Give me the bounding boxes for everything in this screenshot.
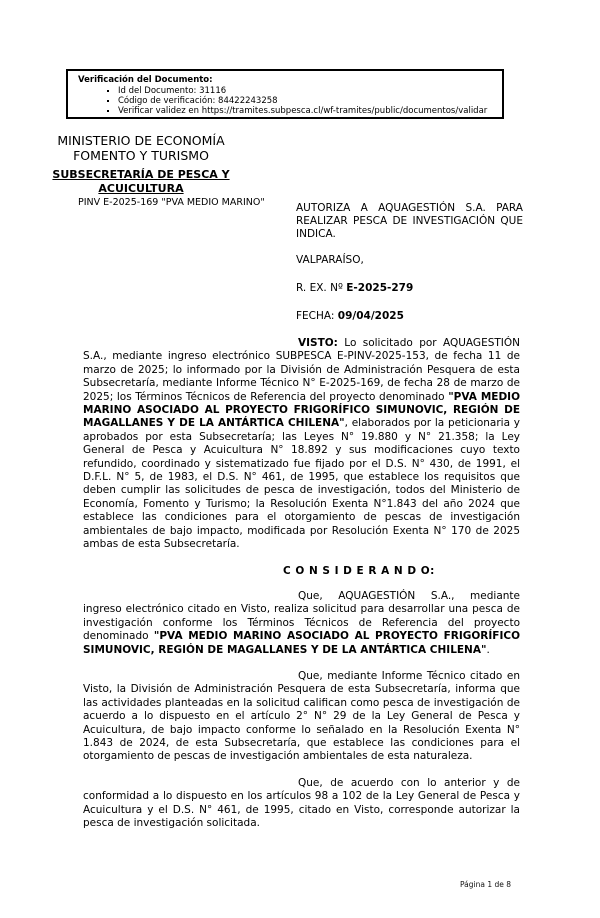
resolution-number-label: R. EX. Nº <box>296 282 347 295</box>
verification-item-document-id: ▪ Id del Documento: 31116 <box>118 86 502 96</box>
ministry-name-line1: MINISTERIO DE ECONOMÍA <box>57 133 225 148</box>
letterhead <box>22 133 260 196</box>
verification-list <box>78 86 502 116</box>
verification-item-code: ▪ Código de verificación: 84422243258 <box>118 96 502 106</box>
subsecretaria-name-line1: SUBSECRETARÍA DE PESCA Y <box>52 168 230 181</box>
resolution-number: E-2025-279 <box>346 282 414 295</box>
subsecretaria-name-line2: ACUICULTURA <box>98 182 184 195</box>
visto-paragraph: VISTO: Lo solicitado por AQUAGESTIÓN S.A., mediante ingreso electrónico SUBPESCA E-PINV-2025-153, de fecha 11 de marzo de 2025; lo informado por la División de Administración Pesquera de esta Subsecretaría, mediante Informe Técnico N° E-2025-169, de fecha 28 de marzo de 2025; los Términos Técnicos de Referencia del proyecto denominado "PVA MEDIO MARINO ASOCIADO AL PROYECTO FRIGORÍFICO SIMUNOVIC, REGIÓN DE MAGALLANES Y DE LA ANTÁRTICA CHILENA", elaborados por la peticionaria y aprobados por esta Subsecretaría; las Leyes N° 19.880 y N° 21.358; la Ley General de Pesca y Acuicultura N° 18.892 y sus modificaciones cuyo texto refundido, coordinado y sistematizado fue fijado por el D.S. N° 430, de 1991, el D.F.L. N° 5, de 1983, el D.S. N° 461, de 1995, que establece los requisitos que deben cumplir las solicitudes de pesca de investigación, todos del Ministerio de Economía, Fomento y Turismo; la Resolución Exenta N°1.843 del año 2024 que establece las condiciones para el otorgamiento de pescas de investigación ambientales de bajo impacto, modificada por Resolución Exenta N° 170 de 2025 ambas de esta Subsecretaría. <box>83 337 520 551</box>
city-line: VALPARAÍSO, <box>296 254 364 267</box>
date-value: 09/04/2025 <box>337 309 404 322</box>
considerando-paragraph-2: Que, mediante Informe Técnico citado en Visto, la División de Administración Pesquera de esta Subsecretaría, informa que las actividades planteadas en la solicitud califican como pesca de investigación de acuerdo a lo dispuesto en el artículo 2° N° 29 de la Ley General de Pesca y Acuicultura, de bajo impacto conforme lo señalado en la Resolución Exenta N° 1.843 de 2024, de esta Subsecretaría, que establece las condiciones para el otorgamiento de pescas de investigación ambientales de esta naturaleza. <box>83 669 520 763</box>
resolution-number-line <box>296 282 523 295</box>
date-line <box>296 310 523 323</box>
resolution-header <box>296 202 523 323</box>
considerando-paragraph-3: Que, de acuerdo con lo anterior y de conformidad a lo dispuesto en los artículos 98 a 102 de la Ley General de Pesca y Acuicultura y el D.S. N° 461, de 1995, citado en Visto, corresponde autorizar la pesca de investigación solicitada. <box>83 776 520 829</box>
verification-item-url: ▪ Verificar validez en https://tramites.subpesca.cl/wf-tramites/public/documentos/validar <box>118 106 502 116</box>
resolution-subject: AUTORIZA A AQUAGESTIÓN S.A. PARA REALIZAR PESCA DE INVESTIGACIÓN QUE INDICA. <box>296 202 523 240</box>
considerando-paragraph-1: Que, AQUAGESTIÓN S.A., mediante ingreso electrónico citado en Visto, realiza solicitud para desarrollar una pesca de investigación conforme los Términos Técnicos de Referencia del proyecto denominado "PVA MEDIO MARINO ASOCIADO AL PROYECTO FRIGORÍFICO SIMUNOVIC, REGIÓN DE MAGALLANES Y DE LA ANTÁRTICA CHILENA". <box>83 589 520 656</box>
page-indicator: Página 1 de 8 <box>460 880 512 889</box>
date-label: FECHA: <box>296 309 338 322</box>
ministry-name-line2: FOMENTO Y TURISMO <box>73 148 209 163</box>
verification-box <box>66 69 504 119</box>
verification-title: Verificación del Documento: <box>78 75 213 85</box>
document-body <box>83 337 520 843</box>
project-reference: PINV E-2025-169 "PVA MEDIO MARINO" <box>78 197 265 208</box>
considerando-heading: C O N S I D E R A N D O: <box>283 564 435 577</box>
